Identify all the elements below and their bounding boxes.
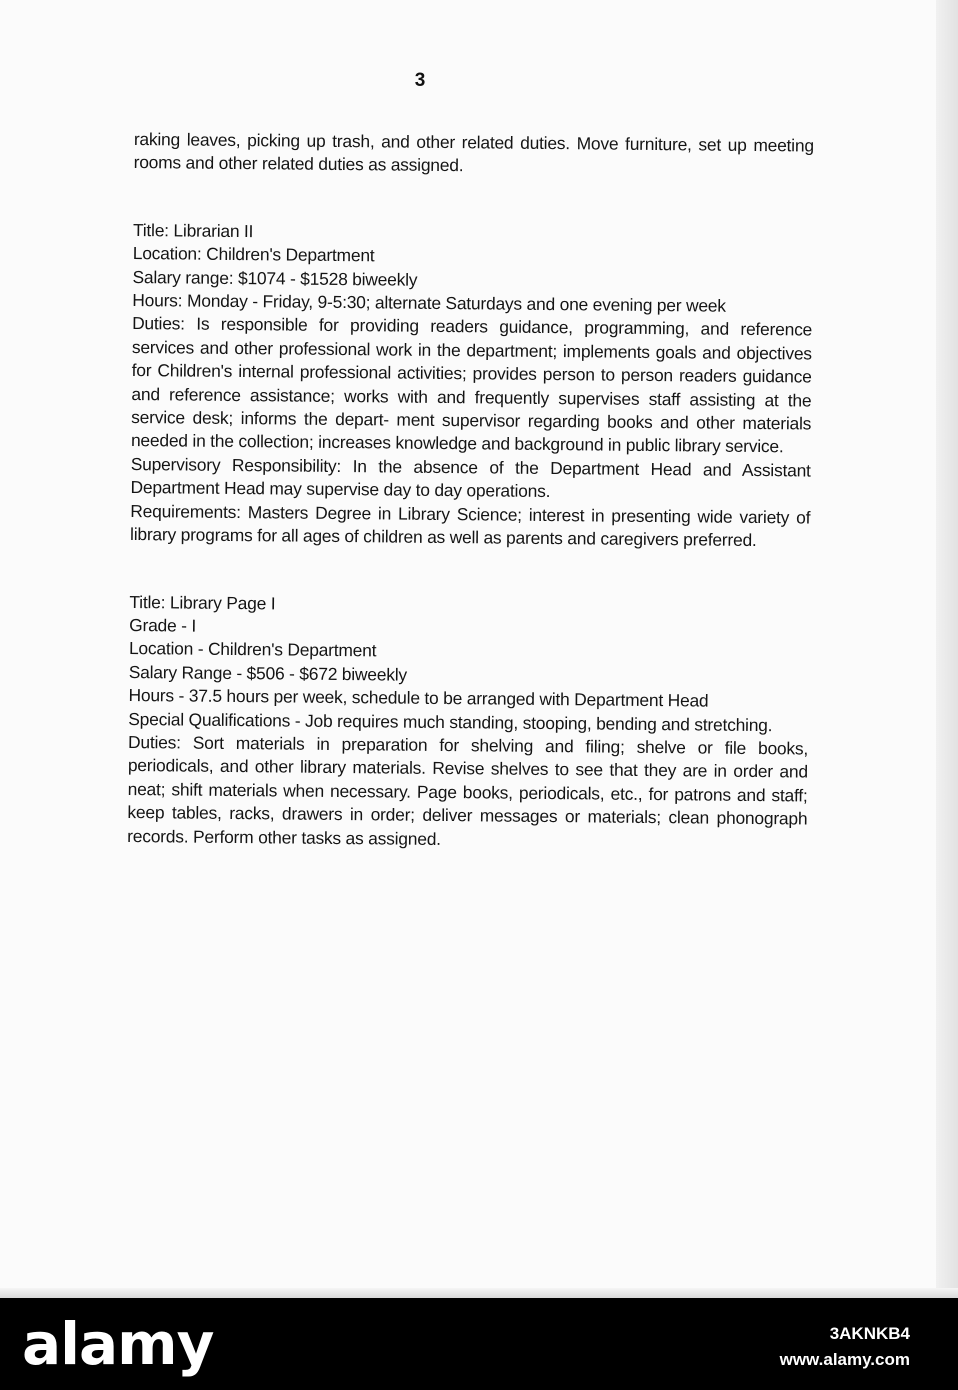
job-listing-library-page-i [127, 590, 809, 854]
intro-paragraph: raking leaves, picking up trash, and other related duties. Move furniture, set up meeting rooms and other related duties as assigned. [133, 128, 814, 176]
job-title: Title: Librarian II [132, 219, 254, 241]
job-salary: Salary Range - $506 - $672 biweekly [128, 661, 408, 685]
job-duties: Duties: Sort materials in preparation for shelving and filing; shelve or file books, periodicals, and other library materials. Revise shelves to see that they are in order and neat; shift materials when necessary. Page books, periodicals, etc., for patrons and staff; keep tables, racks, drawers in order; deliver messages or materials; clean phonograph records. Perform other tasks as assigned. [127, 731, 809, 849]
watermark-footer [0, 1298, 958, 1390]
job-location: Location - Children's Department [128, 638, 377, 661]
job-salary: Salary range: $1074 - $1528 biweekly [132, 266, 418, 290]
page-number: 3 [414, 70, 426, 91]
job-qualifications: Special Qualifications - Job requires much standing, stooping, bending and stretching. [128, 708, 773, 735]
job-hours: Hours: Monday - Friday, 9-5:30; alternate Saturdays and one evening per week [132, 290, 726, 316]
page-edge-shadow [936, 0, 958, 1298]
job-title: Title: Library Page I [129, 591, 276, 613]
job-grade: Grade - I [129, 614, 197, 636]
alamy-logo: alamy [22, 1310, 214, 1378]
page-bottom-edge [0, 1288, 958, 1298]
document-body [127, 128, 814, 854]
section-gap [133, 175, 813, 226]
job-location: Location: Children's Department [132, 243, 375, 266]
job-requirements: Requirements: Masters Degree in Library Science; interest in presenting wide variety of library programs for all ages of children as well as parents and caregivers preferred. [130, 500, 811, 551]
site-url: www.alamy.com [779, 1350, 910, 1369]
job-hours: Hours - 37.5 hours per week, schedule to be arranged with Department Head [128, 685, 709, 711]
job-supervisory: Supervisory Responsibility: In the absence of the Department Head and Assistant Department Head may supervise day to day operations. [130, 453, 811, 502]
job-listing-librarian-ii [130, 219, 813, 553]
section-gap [130, 546, 810, 597]
image-code: 3AKNKB4 [829, 1324, 910, 1343]
job-duties: Duties: Is responsible for providing readers guidance, programming, and reference services and other professional work in the department; implements goals and objectives for Children's internal professional activities; provides person to person readers guidance and reference assistance; works with and frequently supervises staff assisting at the service desk; informs the depart- ment supervisor regarding books and other materials needed in the collection; increases knowledge and background in public library service. [130, 313, 813, 457]
